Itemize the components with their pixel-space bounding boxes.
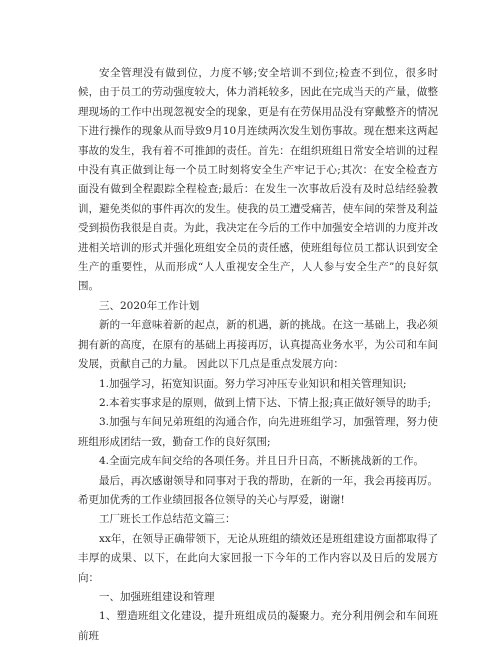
list-item-3: 3.加强与车间兄弟班组的沟通合作，向先进班组学习，加强管理，努力使班组形成团结一致，勤奋工作的良好氛围; [78,416,438,448]
list-item-4: 4.全面完成车间交给的各项任务。并且日升日高，不断挑战新的工作。 [99,455,425,468]
paragraph-closing-thanks: 最后，再次感谢领导和同事对于我的帮助，在新的一年，我会再接再厉。希更加优秀的工作业绩回报各位领导的关心与厚爱，谢谢! [78,474,438,506]
list-item-2: 2.本着实事求是的原则，做到上情下达、下情上报;真正做好领导的助手; [99,396,432,409]
article-title-part-3: 工厂班长工作总结范文篇三： [99,513,236,526]
paragraph-safety-review: 安全管理没有做到位，力度不够;安全培训不到位;检查不到位，很多时候，由于员工的劳动强度较大，体力消耗较多，因此在完成当天的产量，做整理现场的工作中出现忽视安全的现象，更是有在劳保用品没有穿戴整齐的情况下进行操作的现象从而导致9月10月连续两次发生划伤事故。现在想来这两起事故的发生，我有着不可推卸的责任。首先：在组织班组日常安全培训的过程中没有真正做到让每一个员工时刻将安全生产牢记于心;其次：在安全检查方面没有做到全程跟踪全程检查;最后：在发生一次事故后没有及时总结经验教训，避免类似的事件再次的发生。使我的员工遭受痛苦，使车间的荣誉及利益受到损伤我很是自责。为此，我决定在今后的工作中加强安全培训的力度并改进相关培训的形式并强化班组安全员的责任感，使班组每位员工都认识到安全生产的重要性，从而形成“人人重视安全生产，人人参与安全生产”的良好氛围。 [78,67,438,293]
list-item-1: 1.加强学习，拓宽知识面。努力学习冲压专业知识和相关管理知识; [99,377,407,390]
section-heading-2020-plan: 三、2020年工作计划 [99,299,200,312]
section-heading-team-building: 一、加强班组建设和管理 [99,590,215,603]
paragraph-team-culture: 1、塑造班组文化建设，提升班组成员的凝聚力。充分利用例会和车间班前班 [78,610,438,642]
document-page [78,64,438,646]
paragraph-new-year: 新的一年意味着新的起点，新的机遇，新的挑战。在这一基础上，我必须拥有新的高度，在原有的基础上再接再厉，认真提高业务水平，为公司和车间发展，贡献自己的力量。 因此以下几点是重点发展方向： [78,319,438,371]
paragraph-xx-year: xx年，在领导正确带领下，无论从班组的绩效还是班组建设方面都取得了丰厚的成果、以下，在此向大家回报一下今年的工作内容以及日后的发展方向： [78,532,438,584]
